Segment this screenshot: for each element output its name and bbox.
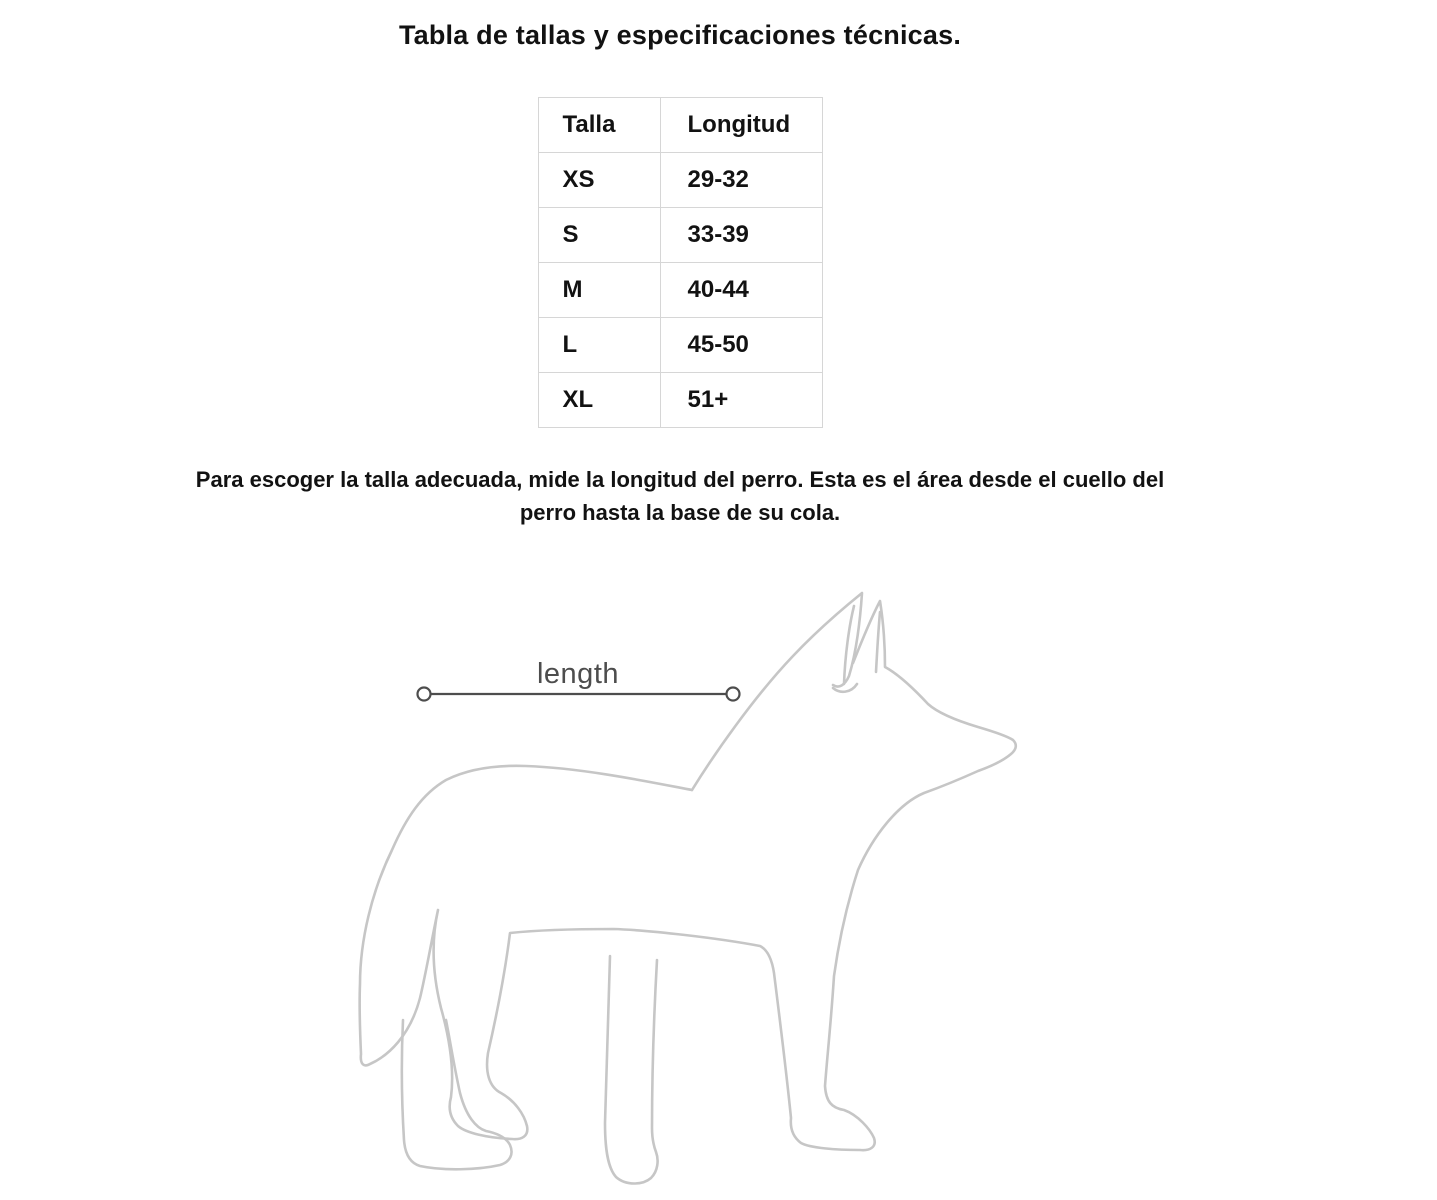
size-table-row xyxy=(538,318,822,373)
size-table-header-row xyxy=(538,98,822,153)
size-table-body xyxy=(538,153,822,428)
size-table-cell: XS xyxy=(538,153,660,208)
page-title: Tabla de tallas y especificaciones técnicas. xyxy=(398,20,962,50)
size-table-cell: S xyxy=(538,208,660,263)
instructions-line-1: Para escoger la talla adecuada, mide la longitud del perro. Esta es el área desde el cuello del xyxy=(195,467,1165,492)
sizing-instructions xyxy=(0,463,1360,529)
length-measurement xyxy=(418,658,740,701)
size-table-column-header: Longitud xyxy=(660,98,822,153)
instructions-line-2: perro hasta la base de su cola. xyxy=(519,500,841,525)
measurement-endpoint-right xyxy=(727,688,740,701)
dog-far-hind-leg xyxy=(402,1020,512,1169)
size-table-row xyxy=(538,153,822,208)
size-table-row xyxy=(538,263,822,318)
size-table-cell: 33-39 xyxy=(660,208,822,263)
size-table-cell: XL xyxy=(538,373,660,428)
size-table-cell: 45-50 xyxy=(660,318,822,373)
size-table-column-header: Talla xyxy=(538,98,660,153)
dog-measurement-diagram xyxy=(350,580,1030,1198)
dog-near-ear-inner-line xyxy=(876,612,880,672)
size-table-cell: M xyxy=(538,263,660,318)
size-table-cell: 29-32 xyxy=(660,153,822,208)
length-label: length xyxy=(536,658,620,690)
dog-body-outline xyxy=(360,601,1016,1150)
size-table-cell: 51+ xyxy=(660,373,822,428)
size-table-cell: L xyxy=(538,318,660,373)
measurement-endpoint-left xyxy=(418,688,431,701)
size-table-cell: 40-44 xyxy=(660,263,822,318)
size-table-row xyxy=(538,373,822,428)
dog-outline-drawing xyxy=(360,593,1016,1184)
dog-far-front-leg xyxy=(605,956,658,1184)
size-table xyxy=(538,97,823,428)
size-table-row xyxy=(538,208,822,263)
